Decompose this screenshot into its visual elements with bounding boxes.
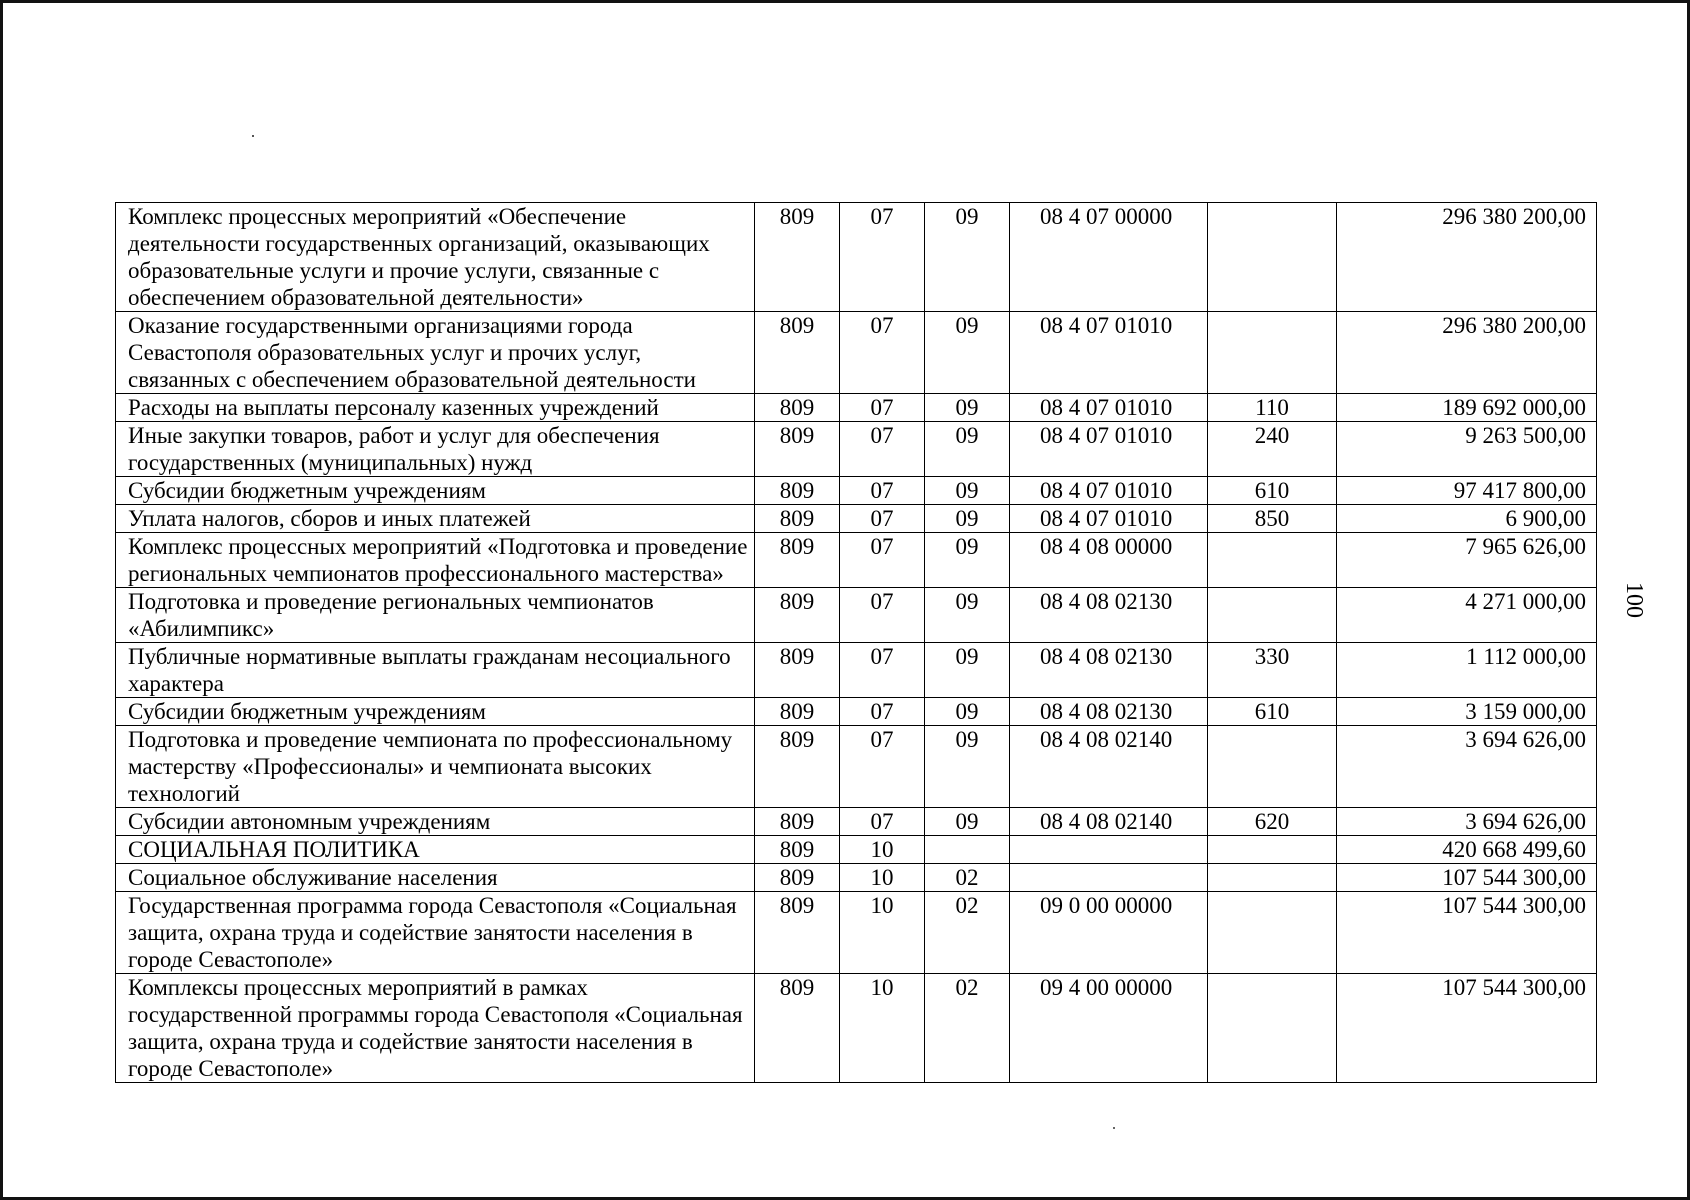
row-vr-code: 330 [1208,643,1337,698]
row-gr-code: 809 [755,974,840,1083]
row-sum: 107 544 300,00 [1337,974,1597,1083]
row-vr-code [1208,588,1337,643]
row-csr-code: 08 4 07 01010 [1010,505,1208,533]
row-csr-code [1010,836,1208,864]
row-pr-code: 02 [925,974,1010,1083]
row-vr-code [1208,974,1337,1083]
table-row [116,422,1597,477]
row-sum: 1 112 000,00 [1337,643,1597,698]
row-gr-code: 809 [755,477,840,505]
row-pr-code: 09 [925,505,1010,533]
table-row [116,312,1597,394]
row-rz-code: 07 [840,477,925,505]
row-sum: 4 271 000,00 [1337,588,1597,643]
row-name: Подготовка и проведение региональных чемпионатов «Абилимпикс» [116,588,755,643]
row-csr-code: 08 4 07 01010 [1010,477,1208,505]
row-name: Комплекс процессных мероприятий «Обеспечение деятельности государственных организаций, оказывающих образовательные услуги и прочие услуги, связанные с обеспечением образовательной деятельности» [116,203,755,312]
row-pr-code: 02 [925,892,1010,974]
row-vr-code [1208,312,1337,394]
row-sum: 107 544 300,00 [1337,864,1597,892]
row-vr-code: 610 [1208,477,1337,505]
row-pr-code: 09 [925,394,1010,422]
table-row [116,477,1597,505]
row-pr-code: 09 [925,422,1010,477]
row-vr-code [1208,203,1337,312]
table-row [116,533,1597,588]
row-csr-code: 08 4 08 00000 [1010,533,1208,588]
page-number: 100 [1621,582,1647,618]
row-pr-code: 02 [925,864,1010,892]
row-csr-code: 08 4 08 02130 [1010,588,1208,643]
row-rz-code: 07 [840,726,925,808]
row-vr-code [1208,864,1337,892]
row-gr-code: 809 [755,698,840,726]
row-pr-code: 09 [925,533,1010,588]
table-row [116,394,1597,422]
row-vr-code: 610 [1208,698,1337,726]
budget-table [115,202,1597,1083]
row-name: СОЦИАЛЬНАЯ ПОЛИТИКА [116,836,755,864]
row-sum: 3 694 626,00 [1337,726,1597,808]
row-rz-code: 07 [840,505,925,533]
row-vr-code: 110 [1208,394,1337,422]
row-gr-code: 809 [755,505,840,533]
row-csr-code: 08 4 08 02130 [1010,643,1208,698]
row-csr-code: 08 4 08 02140 [1010,726,1208,808]
row-pr-code: 09 [925,643,1010,698]
row-csr-code: 08 4 08 02130 [1010,698,1208,726]
row-rz-code: 07 [840,394,925,422]
row-rz-code: 07 [840,312,925,394]
row-rz-code: 07 [840,422,925,477]
row-name: Иные закупки товаров, работ и услуг для обеспечения государственных (муниципальных) нужд [116,422,755,477]
row-pr-code: 09 [925,312,1010,394]
table-row [116,836,1597,864]
row-vr-code [1208,533,1337,588]
table-row [116,698,1597,726]
row-sum: 97 417 800,00 [1337,477,1597,505]
row-csr-code [1010,864,1208,892]
row-csr-code: 09 0 00 00000 [1010,892,1208,974]
row-pr-code: 09 [925,588,1010,643]
row-gr-code: 809 [755,808,840,836]
row-gr-code: 809 [755,422,840,477]
row-name: Субсидии бюджетным учреждениям [116,477,755,505]
row-name: Государственная программа города Севастополя «Социальная защита, охрана труда и содействие занятости населения в городе Севастополе» [116,892,755,974]
row-vr-code [1208,726,1337,808]
row-csr-code: 08 4 07 01010 [1010,312,1208,394]
row-name: Уплата налогов, сборов и иных платежей [116,505,755,533]
row-gr-code: 809 [755,643,840,698]
row-gr-code: 809 [755,836,840,864]
budget-table-body [116,203,1597,1083]
page-border-top [0,0,1690,3]
table-row [116,203,1597,312]
row-name: Субсидии бюджетным учреждениям [116,698,755,726]
row-name: Комплекс процессных мероприятий «Подготовка и проведение региональных чемпионатов профессионального мастерства» [116,533,755,588]
row-gr-code: 809 [755,203,840,312]
row-pr-code: 09 [925,808,1010,836]
row-pr-code: 09 [925,477,1010,505]
row-rz-code: 07 [840,203,925,312]
row-rz-code: 07 [840,643,925,698]
scan-speck [252,135,254,137]
row-gr-code: 809 [755,312,840,394]
row-csr-code: 08 4 08 02140 [1010,808,1208,836]
row-rz-code: 10 [840,974,925,1083]
row-rz-code: 10 [840,836,925,864]
row-vr-code [1208,836,1337,864]
row-pr-code: 09 [925,726,1010,808]
row-gr-code: 809 [755,864,840,892]
row-name: Расходы на выплаты персоналу казенных учреждений [116,394,755,422]
table-row [116,974,1597,1083]
row-sum: 3 694 626,00 [1337,808,1597,836]
row-gr-code: 809 [755,533,840,588]
row-csr-code: 09 4 00 00000 [1010,974,1208,1083]
row-pr-code: 09 [925,203,1010,312]
row-vr-code: 850 [1208,505,1337,533]
table-row [116,588,1597,643]
row-vr-code: 620 [1208,808,1337,836]
row-gr-code: 809 [755,394,840,422]
row-name: Подготовка и проведение чемпионата по профессиональному мастерству «Профессионалы» и чемпионата высоких технологий [116,726,755,808]
table-row [116,892,1597,974]
row-sum: 6 900,00 [1337,505,1597,533]
row-rz-code: 10 [840,864,925,892]
row-gr-code: 809 [755,726,840,808]
table-row [116,643,1597,698]
row-rz-code: 07 [840,588,925,643]
row-rz-code: 10 [840,892,925,974]
row-vr-code: 240 [1208,422,1337,477]
page-border-left [0,0,3,1200]
table-row [116,505,1597,533]
row-csr-code: 08 4 07 00000 [1010,203,1208,312]
row-name: Субсидии автономным учреждениям [116,808,755,836]
row-sum: 107 544 300,00 [1337,892,1597,974]
row-sum: 296 380 200,00 [1337,203,1597,312]
row-pr-code: 09 [925,698,1010,726]
row-vr-code [1208,892,1337,974]
row-rz-code: 07 [840,698,925,726]
row-pr-code [925,836,1010,864]
row-sum: 9 263 500,00 [1337,422,1597,477]
table-row [116,864,1597,892]
row-sum: 189 692 000,00 [1337,394,1597,422]
row-rz-code: 07 [840,533,925,588]
row-csr-code: 08 4 07 01010 [1010,422,1208,477]
row-name: Публичные нормативные выплаты гражданам несоциального характера [116,643,755,698]
row-sum: 7 965 626,00 [1337,533,1597,588]
row-name: Социальное обслуживание населения [116,864,755,892]
row-sum: 3 159 000,00 [1337,698,1597,726]
row-csr-code: 08 4 07 01010 [1010,394,1208,422]
scan-speck [1113,1127,1115,1129]
table-row [116,808,1597,836]
row-rz-code: 07 [840,808,925,836]
row-gr-code: 809 [755,892,840,974]
row-gr-code: 809 [755,588,840,643]
row-name: Комплексы процессных мероприятий в рамках государственной программы города Севастополя «Социальная защита, охрана труда и содействие занятости населения в городе Севастополе» [116,974,755,1083]
row-sum: 296 380 200,00 [1337,312,1597,394]
table-row [116,726,1597,808]
row-name: Оказание государственными организациями города Севастополя образовательных услуг и прочих услуг, связанных с обеспечением образовательной деятельности [116,312,755,394]
row-sum: 420 668 499,60 [1337,836,1597,864]
